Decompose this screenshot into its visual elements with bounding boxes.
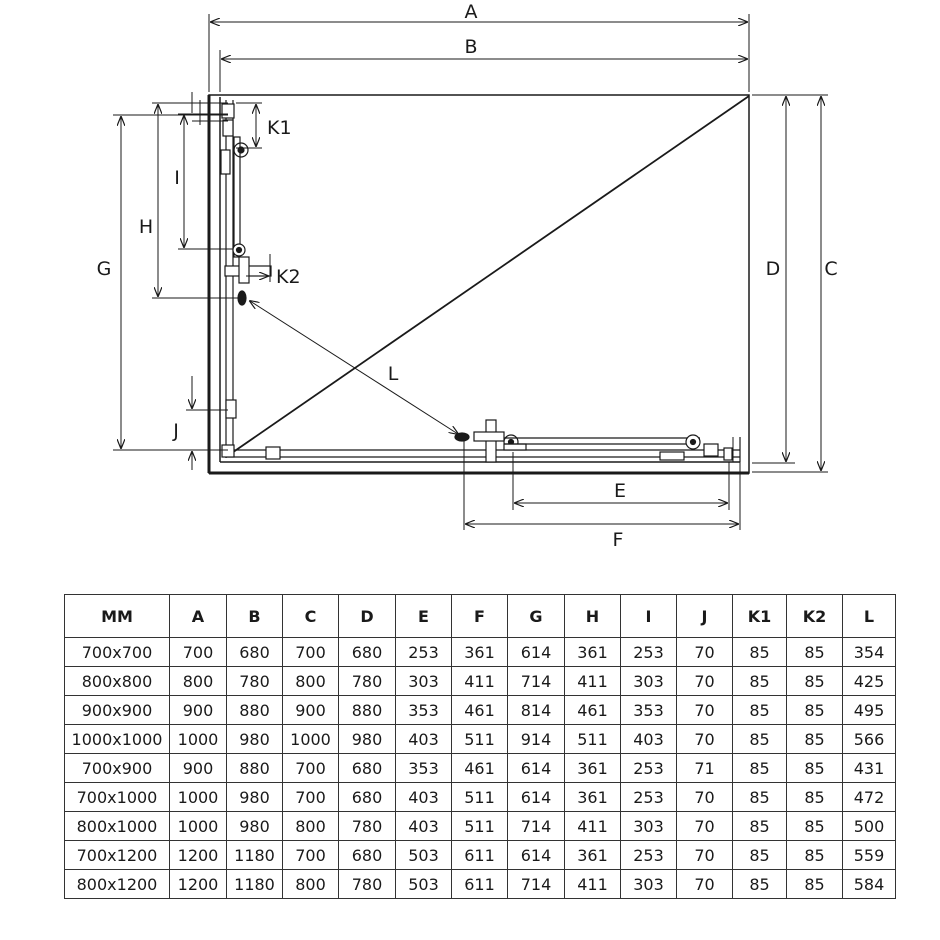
- table-cell-mm: 700x900: [65, 754, 170, 783]
- table-cell-l: 566: [843, 725, 896, 754]
- column-header-k2: K2: [787, 595, 843, 638]
- table-cell-h: 361: [565, 841, 621, 870]
- table-cell-k1: 85: [733, 725, 787, 754]
- table-row: [65, 725, 896, 754]
- table-cell-c: 800: [283, 812, 339, 841]
- table-cell-k1: 85: [733, 812, 787, 841]
- table-cell-c: 800: [283, 870, 339, 899]
- table-cell-c: 700: [283, 783, 339, 812]
- table-cell-mm: 1000x1000: [65, 725, 170, 754]
- table-cell-d: 780: [339, 667, 396, 696]
- table-cell-k1: 85: [733, 754, 787, 783]
- column-header-a: A: [170, 595, 227, 638]
- label-f: F: [612, 529, 624, 551]
- label-k2: K2: [276, 266, 301, 288]
- table-row: [65, 696, 896, 725]
- table-cell-b: 980: [227, 725, 283, 754]
- table-cell-l: 495: [843, 696, 896, 725]
- table-cell-k2: 85: [787, 783, 843, 812]
- table-cell-b: 880: [227, 696, 283, 725]
- table-row: [65, 638, 896, 667]
- table-cell-j: 70: [677, 667, 733, 696]
- table-cell-h: 361: [565, 638, 621, 667]
- table-cell-h: 511: [565, 725, 621, 754]
- table-cell-d: 780: [339, 870, 396, 899]
- table-cell-k2: 85: [787, 667, 843, 696]
- table-cell-j: 70: [677, 725, 733, 754]
- label-b: B: [464, 36, 478, 58]
- column-header-l: L: [843, 595, 896, 638]
- table-cell-a: 800: [170, 667, 227, 696]
- label-l: L: [387, 363, 399, 385]
- table-cell-d: 880: [339, 696, 396, 725]
- column-header-d: D: [339, 595, 396, 638]
- table-cell-e: 303: [396, 667, 452, 696]
- table-cell-l: 425: [843, 667, 896, 696]
- table-cell-mm: 800x800: [65, 667, 170, 696]
- table-row: [65, 812, 896, 841]
- table-cell-d: 680: [339, 638, 396, 667]
- table-cell-mm: 900x900: [65, 696, 170, 725]
- table-cell-h: 411: [565, 667, 621, 696]
- table-cell-c: 700: [283, 638, 339, 667]
- table-cell-i: 253: [621, 638, 677, 667]
- table-cell-mm: 800x1200: [65, 870, 170, 899]
- label-c: C: [824, 258, 838, 280]
- table-cell-f: 611: [452, 870, 508, 899]
- table-cell-g: 714: [508, 812, 565, 841]
- table-cell-l: 472: [843, 783, 896, 812]
- table-cell-l: 500: [843, 812, 896, 841]
- table-cell-k1: 85: [733, 667, 787, 696]
- table-cell-a: 1000: [170, 783, 227, 812]
- table-cell-l: 584: [843, 870, 896, 899]
- table-cell-h: 411: [565, 870, 621, 899]
- table-cell-k2: 85: [787, 696, 843, 725]
- table-cell-k2: 85: [787, 812, 843, 841]
- table-cell-k2: 85: [787, 841, 843, 870]
- table-cell-b: 1180: [227, 870, 283, 899]
- column-header-h: H: [565, 595, 621, 638]
- table-cell-b: 880: [227, 754, 283, 783]
- table-cell-e: 403: [396, 783, 452, 812]
- label-g: G: [96, 258, 112, 280]
- table-cell-g: 714: [508, 667, 565, 696]
- column-header-g: G: [508, 595, 565, 638]
- table-cell-l: 431: [843, 754, 896, 783]
- table-cell-i: 403: [621, 725, 677, 754]
- label-d: D: [765, 258, 781, 280]
- table-cell-f: 361: [452, 638, 508, 667]
- table-cell-j: 70: [677, 870, 733, 899]
- table-cell-h: 361: [565, 783, 621, 812]
- table-cell-c: 700: [283, 841, 339, 870]
- table-cell-c: 800: [283, 667, 339, 696]
- table-header: [65, 595, 896, 638]
- label-k1: K1: [267, 117, 292, 139]
- table-cell-d: 980: [339, 725, 396, 754]
- table-cell-f: 511: [452, 783, 508, 812]
- table-cell-j: 70: [677, 638, 733, 667]
- table-cell-e: 403: [396, 812, 452, 841]
- table-cell-g: 714: [508, 870, 565, 899]
- table-cell-j: 70: [677, 841, 733, 870]
- table-cell-a: 1000: [170, 725, 227, 754]
- table-row: [65, 783, 896, 812]
- column-header-mm: MM: [65, 595, 170, 638]
- table-cell-k1: 85: [733, 870, 787, 899]
- label-a: A: [464, 1, 478, 23]
- table-cell-h: 461: [565, 696, 621, 725]
- table-cell-g: 614: [508, 754, 565, 783]
- table-cell-k2: 85: [787, 638, 843, 667]
- table-cell-a: 900: [170, 754, 227, 783]
- table-cell-l: 354: [843, 638, 896, 667]
- label-i: I: [174, 167, 180, 189]
- table-cell-d: 680: [339, 841, 396, 870]
- table-cell-c: 900: [283, 696, 339, 725]
- table-cell-a: 1000: [170, 812, 227, 841]
- table-cell-k1: 85: [733, 841, 787, 870]
- table-cell-d: 780: [339, 812, 396, 841]
- table-cell-d: 680: [339, 754, 396, 783]
- table-body: [65, 638, 896, 899]
- table-cell-e: 503: [396, 870, 452, 899]
- table-cell-k2: 85: [787, 725, 843, 754]
- table-cell-b: 980: [227, 783, 283, 812]
- table-cell-k1: 85: [733, 696, 787, 725]
- table-cell-f: 511: [452, 725, 508, 754]
- table-cell-g: 914: [508, 725, 565, 754]
- table-row: [65, 754, 896, 783]
- table-cell-a: 900: [170, 696, 227, 725]
- table-cell-mm: 800x1000: [65, 812, 170, 841]
- table-cell-i: 253: [621, 783, 677, 812]
- table-cell-e: 353: [396, 754, 452, 783]
- table-cell-h: 411: [565, 812, 621, 841]
- table-cell-c: 1000: [283, 725, 339, 754]
- table-cell-g: 614: [508, 783, 565, 812]
- table-cell-j: 71: [677, 754, 733, 783]
- table-cell-e: 503: [396, 841, 452, 870]
- table-cell-c: 700: [283, 754, 339, 783]
- table-cell-e: 353: [396, 696, 452, 725]
- table-cell-i: 303: [621, 870, 677, 899]
- table-cell-g: 614: [508, 638, 565, 667]
- table-cell-f: 611: [452, 841, 508, 870]
- table-cell-b: 980: [227, 812, 283, 841]
- table-cell-a: 1200: [170, 870, 227, 899]
- table-cell-b: 680: [227, 638, 283, 667]
- table-cell-g: 814: [508, 696, 565, 725]
- table-row: [65, 841, 896, 870]
- table-cell-g: 614: [508, 841, 565, 870]
- table-cell-k2: 85: [787, 754, 843, 783]
- table-cell-i: 253: [621, 754, 677, 783]
- table-cell-mm: 700x1200: [65, 841, 170, 870]
- table-cell-a: 700: [170, 638, 227, 667]
- label-h: H: [138, 216, 154, 238]
- table-row: [65, 870, 896, 899]
- table-cell-d: 680: [339, 783, 396, 812]
- column-header-k1: K1: [733, 595, 787, 638]
- table-cell-k1: 85: [733, 638, 787, 667]
- column-header-e: E: [396, 595, 452, 638]
- column-header-f: F: [452, 595, 508, 638]
- label-j: J: [173, 420, 179, 442]
- table-cell-e: 403: [396, 725, 452, 754]
- table-cell-i: 353: [621, 696, 677, 725]
- table-cell-f: 461: [452, 696, 508, 725]
- table-cell-f: 411: [452, 667, 508, 696]
- label-e: E: [613, 480, 627, 502]
- column-header-i: I: [621, 595, 677, 638]
- table-cell-f: 461: [452, 754, 508, 783]
- table-cell-mm: 700x700: [65, 638, 170, 667]
- table-cell-b: 1180: [227, 841, 283, 870]
- table-cell-i: 253: [621, 841, 677, 870]
- dimensions-table: [64, 594, 896, 899]
- table-cell-j: 70: [677, 783, 733, 812]
- left-door-hardware: [221, 104, 280, 459]
- bottom-door-hardware: [455, 420, 732, 462]
- column-header-c: C: [283, 595, 339, 638]
- table-cell-j: 70: [677, 812, 733, 841]
- table-cell-i: 303: [621, 812, 677, 841]
- table-row: [65, 667, 896, 696]
- table-cell-a: 1200: [170, 841, 227, 870]
- table-cell-i: 303: [621, 667, 677, 696]
- table-cell-e: 253: [396, 638, 452, 667]
- column-header-b: B: [227, 595, 283, 638]
- table-cell-k2: 85: [787, 870, 843, 899]
- column-header-j: J: [677, 595, 733, 638]
- table-cell-mm: 700x1000: [65, 783, 170, 812]
- table-cell-h: 361: [565, 754, 621, 783]
- table-cell-j: 70: [677, 696, 733, 725]
- table-cell-f: 511: [452, 812, 508, 841]
- table-cell-l: 559: [843, 841, 896, 870]
- table-cell-k1: 85: [733, 783, 787, 812]
- table-header-row: [65, 595, 896, 638]
- table-cell-b: 780: [227, 667, 283, 696]
